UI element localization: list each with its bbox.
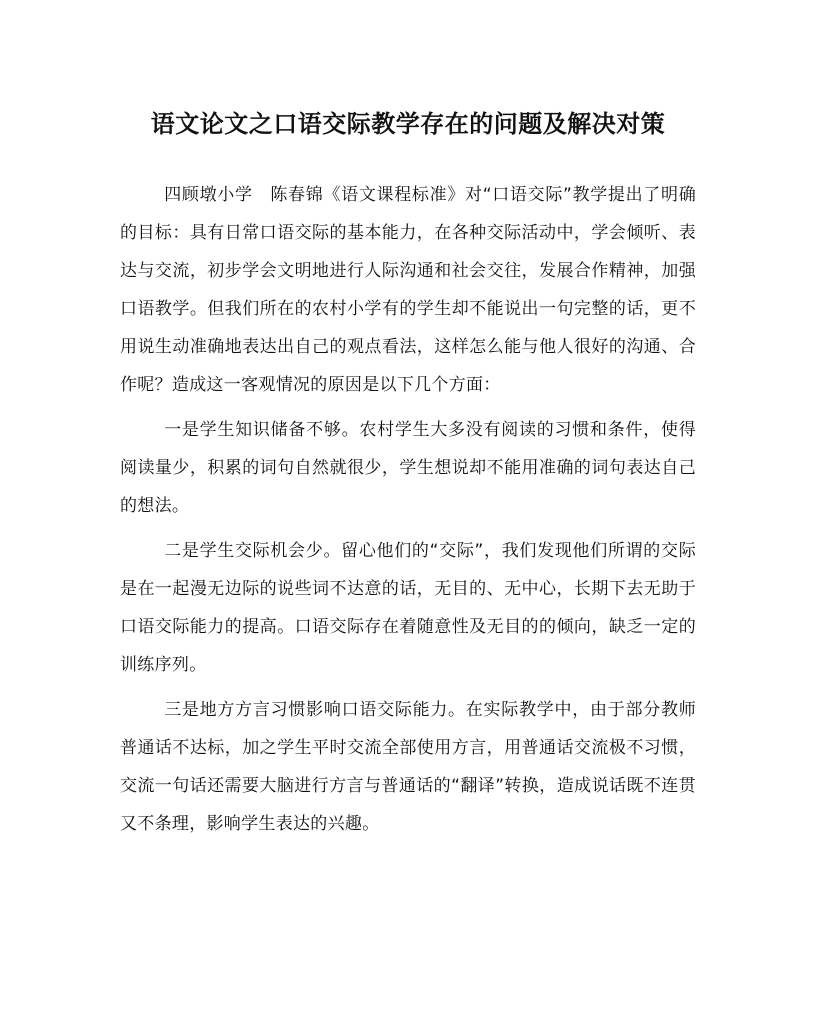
paragraph-intro: 四顾墩小学 陈春锦《语文课程标准》对“口语交际”教学提出了明确的目标：具有日常口语交际的基本能力，在各种交际活动中，学会倾听、表达与交流，初步学会文明地进行人际沟通和社会交往，发展合作精神，加强口语教学。但我们所在的农村小学有的学生却不能说出一句完整的话，更不用说生动准确地表达出自己的观点看法，这样怎么能与他人很好的沟通、合作呢？造成这一客观情况的原因是以下几个方面： [120,185,696,395]
paragraph-reason-one: 一是学生知识储备不够。农村学生大多没有阅读的习惯和条件，使得阅读量少，积累的词句自然就很少，学生想说却不能用准确的词句表达自己的想法。 [120,420,696,516]
document-body [120,176,696,843]
document-title: 语文论文之口语交际教学存在的问题及解决对策 [150,109,666,138]
paragraph-reason-three: 三是地方方言习惯影响口语交际能力。在实际教学中，由于部分教师普通话不达标，加之学生平时交流全部使用方言，用普通话交流极不习惯，交流一句话还需要大脑进行方言与普通话的“翻译”转换，造成说话既不连贯又不条理，影响学生表达的兴趣。 [120,700,696,834]
paragraph-reason-two: 二是学生交际机会少。留心他们的“交际”，我们发现他们所谓的交际是在一起漫无边际的说些词不达意的话，无目的、无中心，长期下去无助于口语交际能力的提高。口语交际存在着随意性及无目的的倾向，缺乏一定的训练序列。 [120,541,696,675]
